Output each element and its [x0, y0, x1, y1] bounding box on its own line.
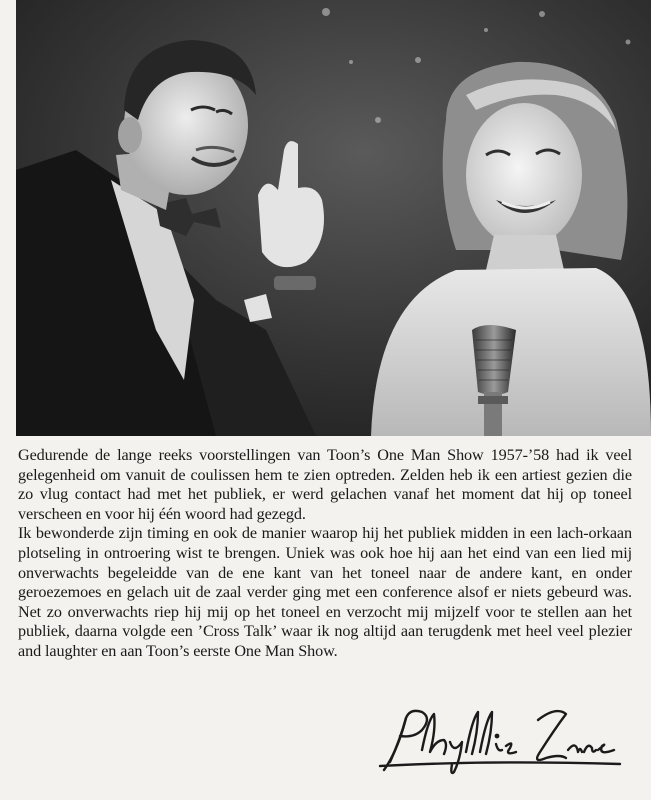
caption-paragraph: Ik bewonderde zijn timing en ook de manier waarop hij het publiek midden in een lach-orkaan plotseling in ontroering wist te brengen. Uniek was ook hoe hij aan het eind van een lied mij onverwachts begeleidde van de ene kant van het toneel naar de andere kant, en onder geroezemoes en gelach uit de zaal verder ging met een conference alsof er niets gebeurd was. Net zo onverwachts riep hij mij op het toneel en verzocht mij mijzelf voor te stellen aan het publiek, daarna volgde een ’Cross Talk’ waar ik nog altijd aan terugdenk met heel veel plezier and laughter en aan Toon’s eerste One Man Show.: [18, 524, 632, 660]
photo-caption: [18, 446, 632, 662]
caption-paragraph: Gedurende de lange reeks voorstellingen van Toon’s One Man Show 1957-’58 had ik veel gelegenheid om vanuit de coulissen hem te zien optreden. Zelden heb ik een artiest gezien die zo vlug contact had met het publiek, er werd gelachen vanaf het moment dat hij op toneel verscheen en voor hij één woord had gezegd.: [18, 446, 632, 523]
handwritten-signature: [370, 700, 630, 780]
photograph: [16, 0, 651, 436]
